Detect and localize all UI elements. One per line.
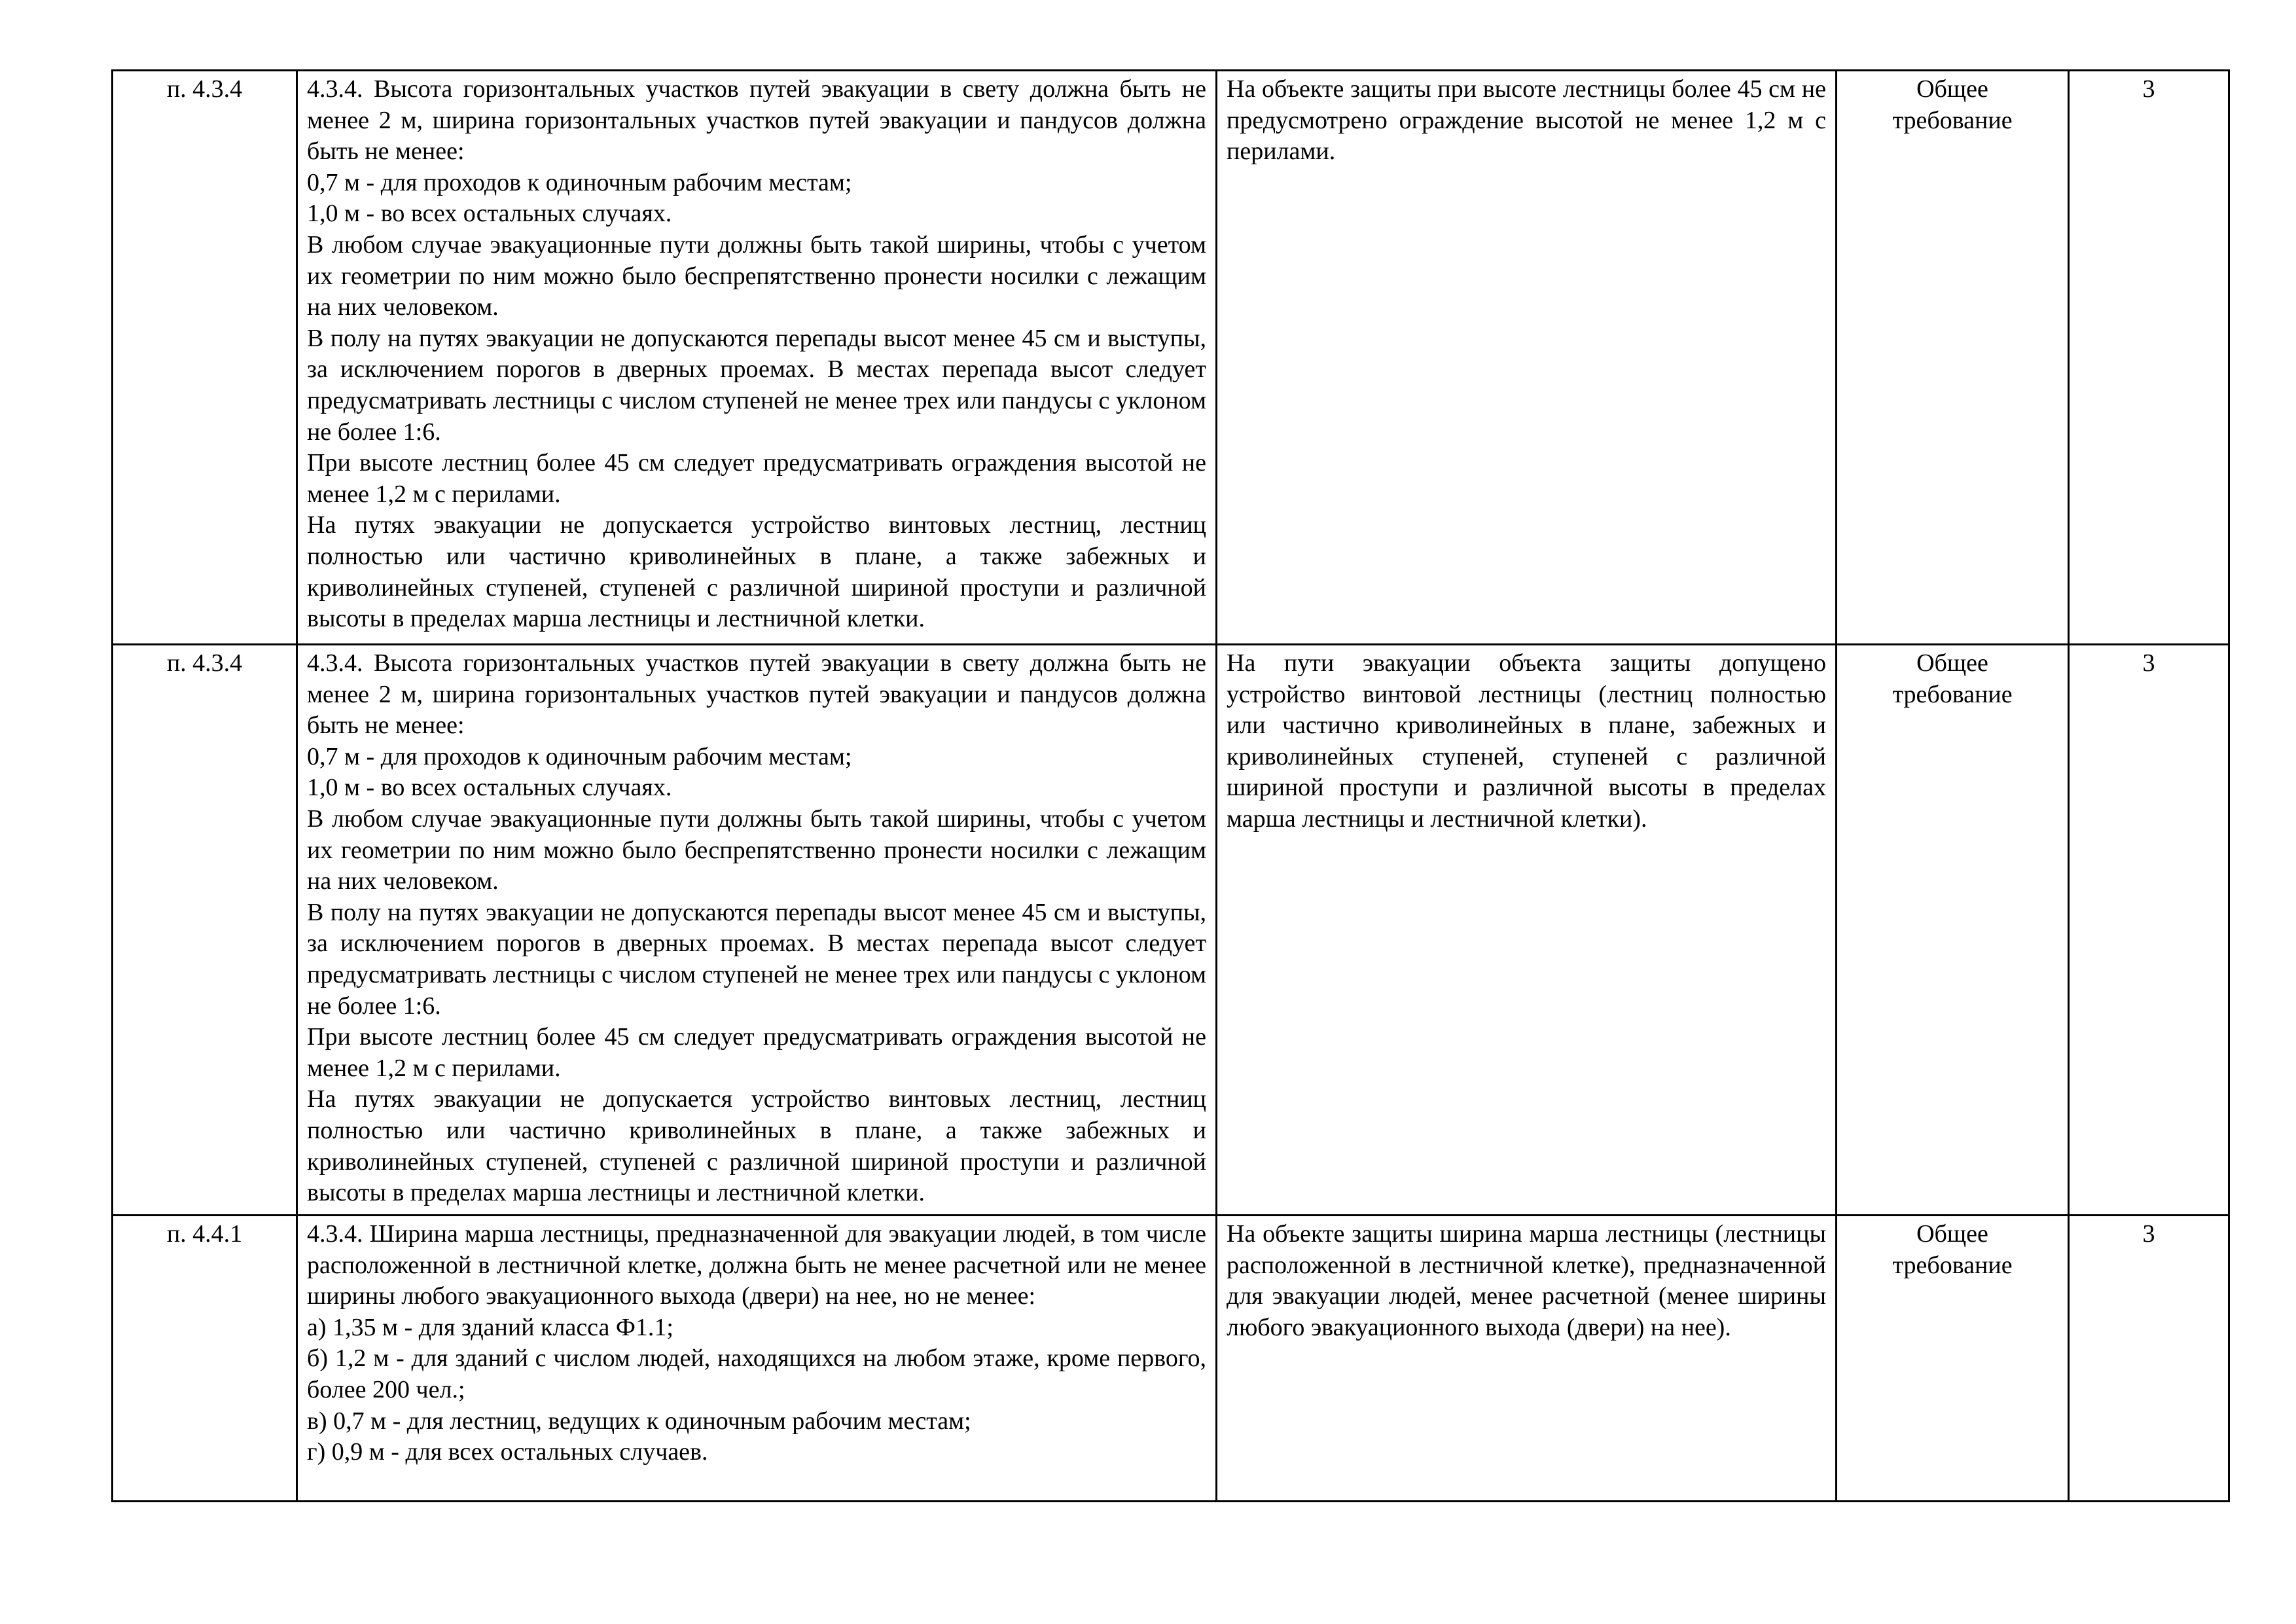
table-row xyxy=(113,71,2229,645)
requirement-type-cell xyxy=(1837,645,2069,1216)
violation-cell xyxy=(1217,645,1837,1216)
requirement-paragraph: г) 0,9 м - для всех остальных случаев. xyxy=(307,1438,708,1466)
requirement-paragraph: б) 1,2 м - для зданий с числом людей, находящихся на любом этаже, кроме первого, более 200 чел.; xyxy=(307,1344,1206,1403)
requirement-paragraph: При высоте лестниц более 45 см следует предусматривать ограждения высотой не менее 1,2 м с перилами. xyxy=(307,1023,1206,1082)
requirement-paragraph: На путях эвакуации не допускается устройство винтовых лестниц, лестниц полностью или частично криволинейных в плане, а также забежных и криволинейных ступеней, ступеней с различной шириной проступи и различной высоты в пределах марша лестницы и лестничной клетки. xyxy=(307,511,1206,633)
requirement-type-cell xyxy=(1837,71,2069,645)
number-cell xyxy=(2069,1216,2229,1502)
clause-ref: п. 4.3.4 xyxy=(166,649,243,677)
violation-text: На пути эвакуации объекта защиты допущено устройство винтовой лестницы (лестниц полностью или частично криволинейных в плане, забежных и криволинейных ступеней, ступеней с различной шириной проступи и различной высоты в пределах марша лестницы и лестничной клетки). xyxy=(1227,649,1826,833)
requirement-paragraph: 0,7 м - для проходов к одиночным рабочим местам; xyxy=(307,168,852,196)
requirement-paragraph: а) 1,35 м - для зданий класса Ф1.1; xyxy=(307,1313,673,1341)
requirement-type-line: Общее xyxy=(1916,75,1988,103)
requirement-paragraph: 4.3.4. Ширина марша лестницы, предназначенной для эвакуации людей, в том числе расположенной в лестничной клетке, должна быть не менее расчетной или не менее ширины любого эвакуационного выхода (двери) на нее, но не менее: xyxy=(307,1220,1206,1310)
requirement-cell xyxy=(297,71,1217,645)
requirement-type-line: требование xyxy=(1892,680,2013,708)
requirement-cell xyxy=(297,1216,1217,1502)
clause-ref: п. 4.3.4 xyxy=(166,75,243,103)
number-value: 3 xyxy=(2142,75,2155,103)
number-value: 3 xyxy=(2142,649,2155,677)
requirement-paragraph: 4.3.4. Высота горизонтальных участков путей эвакуации в свету должна быть не менее 2 м, ширина горизонтальных участков путей эвакуации и пандусов должна быть не менее: xyxy=(307,649,1206,740)
clause-cell xyxy=(113,71,297,645)
requirement-paragraph: 1,0 м - во всех остальных случаях. xyxy=(307,774,672,802)
violation-text: На объекте защиты ширина марша лестницы (лестницы расположенной в лестничной клетке), предназначенной для эвакуации людей, менее расчетной (менее ширины любого эвакуационного выхода (двери) на нее). xyxy=(1227,1220,1826,1341)
violation-text: На объекте защиты при высоте лестницы более 45 см не предусмотрено ограждение высотой не менее 1,2 м с перилами. xyxy=(1227,75,1826,166)
requirement-paragraph: в) 0,7 м - для лестниц, ведущих к одиночным рабочим местам; xyxy=(307,1407,971,1435)
requirement-type-line: Общее xyxy=(1916,1220,1988,1248)
violation-cell xyxy=(1217,1216,1837,1502)
requirement-paragraph: На путях эвакуации не допускается устройство винтовых лестниц, лестниц полностью или частично криволинейных в плане, а также забежных и криволинейных ступеней, ступеней с различной шириной проступи и различной высоты в пределах марша лестницы и лестничной клетки. xyxy=(307,1085,1206,1207)
requirement-paragraph: 0,7 м - для проходов к одиночным рабочим местам; xyxy=(307,742,852,770)
number-cell xyxy=(2069,645,2229,1216)
requirements-table xyxy=(111,69,2230,1502)
number-value: 3 xyxy=(2142,1220,2155,1248)
requirement-paragraph: В любом случае эвакуационные пути должны быть такой ширины, чтобы с учетом их геометрии по ним можно было беспрепятственно пронести носилки с лежащим на них человеком. xyxy=(307,230,1206,321)
clause-ref: п. 4.4.1 xyxy=(166,1220,243,1248)
requirement-paragraph: В полу на путях эвакуации не допускаются перепады высот менее 45 см и выступы, за исключением порогов в дверных проемах. В местах перепада высот следует предусматривать лестницы с числом ступеней не менее трех или пандусы с уклоном не более 1:6. xyxy=(307,898,1206,1020)
violation-cell xyxy=(1217,71,1837,645)
requirement-type-line: требование xyxy=(1892,1251,2013,1279)
requirement-type-line: Общее xyxy=(1916,649,1988,677)
table-row xyxy=(113,645,2229,1216)
number-cell xyxy=(2069,71,2229,645)
requirement-paragraph: В полу на путях эвакуации не допускаются перепады высот менее 45 см и выступы, за исключением порогов в дверных проемах. В местах перепада высот следует предусматривать лестницы с числом ступеней не менее трех или пандусы с уклоном не более 1:6. xyxy=(307,324,1206,446)
requirement-paragraph: В любом случае эвакуационные пути должны быть такой ширины, чтобы с учетом их геометрии по ним можно было беспрепятственно пронести носилки с лежащим на них человеком. xyxy=(307,804,1206,895)
clause-cell xyxy=(113,1216,297,1502)
requirement-paragraph: 1,0 м - во всех остальных случаях. xyxy=(307,200,672,228)
requirement-type-cell xyxy=(1837,1216,2069,1502)
table-row xyxy=(113,1216,2229,1502)
requirement-paragraph: При высоте лестниц более 45 см следует предусматривать ограждения высотой не менее 1,2 м с перилами. xyxy=(307,449,1206,508)
requirement-cell xyxy=(297,645,1217,1216)
requirement-type-line: требование xyxy=(1892,106,2013,134)
requirement-paragraph: 4.3.4. Высота горизонтальных участков путей эвакуации в свету должна быть не менее 2 м, ширина горизонтальных участков путей эвакуации и пандусов должна быть не менее: xyxy=(307,75,1206,166)
clause-cell xyxy=(113,645,297,1216)
